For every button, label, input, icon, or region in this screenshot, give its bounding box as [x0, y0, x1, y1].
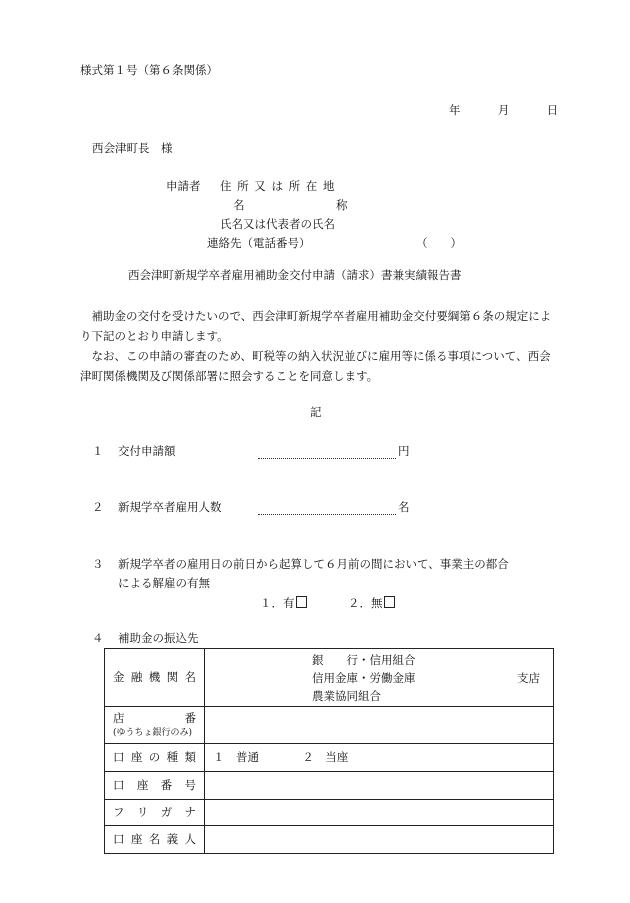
- name-label-1: 名: [233, 198, 245, 212]
- item-4-label: 補助金の振込先: [118, 631, 199, 645]
- dismissal-option-no[interactable]: [348, 595, 395, 612]
- checkbox-yes[interactable]: [296, 596, 307, 608]
- account-type-cell[interactable]: [205, 744, 554, 772]
- institution-label-cell: 金 融 機 関 名: [105, 649, 205, 707]
- shop-label: 店 番: [113, 711, 196, 726]
- furigana-label: フ リ ガ ナ: [105, 800, 205, 826]
- item-3-label-line1: 新規学卒者の雇用日の前日から起算して６月前の間において、事業主の都合: [118, 557, 509, 571]
- furigana-cell[interactable]: [205, 800, 554, 826]
- institution-cell[interactable]: [205, 649, 554, 707]
- table-row: [105, 649, 554, 707]
- address-label: 住 所 又 は 所 在 地: [220, 179, 336, 193]
- headcount-field[interactable]: [258, 499, 396, 515]
- shop-label-cell: [105, 707, 205, 744]
- body-paragraph-2: なお、この申請の審査のため、町税等の納入状況並びに雇用等に係る事項について、西会津町関係機関及び関係部署に照会することを同意します。: [80, 349, 551, 383]
- table-row: [105, 800, 554, 826]
- representative-label: 氏名又は代表者の氏名: [220, 217, 335, 231]
- item-2-label: 新規学卒者雇用人数: [118, 500, 222, 514]
- item-2-number: ２: [92, 500, 104, 514]
- account-holder-label: 口 座 名 義 人: [105, 826, 205, 854]
- date-day: 日: [546, 103, 559, 117]
- account-holder-cell[interactable]: [205, 826, 554, 854]
- account-type-label: 口 座 の 種 類: [105, 744, 205, 772]
- inst-line-2: 信用金庫・労働金庫: [312, 671, 416, 685]
- shop-number-cell[interactable]: [205, 707, 554, 744]
- checkbox-no[interactable]: [384, 596, 395, 608]
- item-3-label-line2: による解雇の有無: [118, 576, 210, 590]
- shop-note: (ゆうちょ銀行のみ): [113, 727, 193, 738]
- table-row: [105, 772, 554, 800]
- document-title: 西会津町新規学卒者雇用補助金交付申請（請求）書兼実績報告書: [128, 268, 462, 282]
- item-3-number: ３: [92, 557, 104, 571]
- contact-label: 連絡先（電話番号）: [207, 236, 311, 250]
- account-number-label: 口 座 番 号: [105, 772, 205, 800]
- ki-heading: 記: [310, 405, 322, 419]
- table-row: [105, 707, 554, 744]
- type-option-current[interactable]: ２ 当座: [302, 750, 349, 765]
- date-month: 月: [497, 103, 510, 117]
- addressee: 西会津町長 様: [92, 141, 173, 155]
- item-2-unit: 名: [398, 500, 410, 514]
- inst-line-1: 銀 行・信用組合: [312, 653, 416, 667]
- table-row: [105, 744, 554, 772]
- bank-transfer-table: [104, 648, 554, 854]
- item-1-number: １: [92, 444, 104, 458]
- dismissal-option-yes[interactable]: [260, 595, 307, 612]
- item-1-unit: 円: [398, 444, 410, 458]
- name-label-2: 称: [336, 198, 348, 212]
- date-line: [449, 102, 558, 119]
- table-row: [105, 826, 554, 854]
- type-option-ordinary[interactable]: １ 普通: [213, 750, 259, 765]
- option-no-label: ２．無: [348, 596, 383, 610]
- amount-field[interactable]: [258, 443, 396, 459]
- account-number-cell[interactable]: [205, 772, 554, 800]
- branch-label: 支店: [517, 671, 540, 685]
- date-year: 年: [449, 103, 461, 117]
- phone-paren: （ ）: [416, 236, 462, 250]
- inst-line-3: 農業協同組合: [312, 689, 381, 703]
- body-paragraph-1: 補助金の交付を受けたいので、西会津町新規学卒者雇用補助金交付要綱第６条の規定により下記のとおり申請します。: [80, 309, 552, 343]
- applicant-role: 申請者: [166, 179, 201, 193]
- option-yes-label: １．有: [260, 596, 295, 610]
- form-number: 様式第１号（第６条関係）: [80, 63, 218, 77]
- item-1-label: 交付申請額: [118, 444, 176, 458]
- item-4-number: ４: [92, 631, 104, 645]
